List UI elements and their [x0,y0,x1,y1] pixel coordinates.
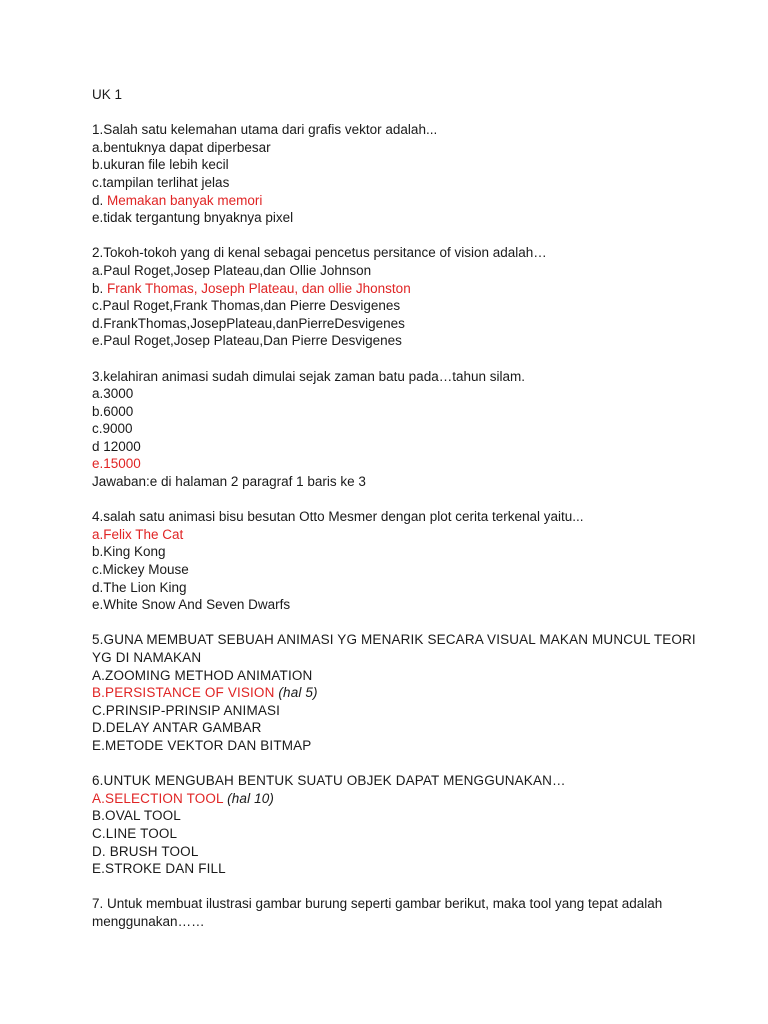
correct-answer: B.PERSISTANCE OF VISION [92,685,275,701]
question-4-option-c: c.Mickey Mouse [92,562,189,578]
question-1-option-d [92,192,712,210]
spacer [92,350,712,368]
question-3-text: 3.kelahiran animasi sudah dimulai sejak zaman batu pada…tahun silam. [92,368,525,384]
question-5-option-a: A.ZOOMING METHOD ANIMATION [92,667,313,683]
question-4-option-e: e.White Snow And Seven Dwarfs [92,597,291,613]
question-1-option-e: e.tidak tergantung bnyaknya pixel [92,210,294,226]
question-3-explanation: Jawaban:e di halaman 2 paragraf 1 baris ke 3 [92,474,366,490]
question-5-option-b [92,684,712,702]
question-3-option-b: b.6000 [92,403,134,419]
page-reference-note: (hal 5) [278,685,318,701]
question-4-option-d: d.The Lion King [92,579,187,595]
option-prefix: d. [92,192,108,208]
question-6-option-d: D. BRUSH TOOL [92,843,199,859]
spacer [92,491,712,509]
question-2-option-e: e.Paul Roget,Josep Plateau,Dan Pierre Desvigenes [92,333,402,349]
document-page [92,86,712,931]
question-6-option-e: E.STROKE DAN FILL [92,861,226,877]
spacer [92,755,712,773]
question-5-option-c: C.PRINSIP-PRINSIP ANIMASI [92,702,281,718]
question-2-option-c: c.Paul Roget,Frank Thomas,dan Pierre Desvigenes [92,298,401,314]
question-5-option-e: E.METODE VEKTOR DAN BITMAP [92,737,312,753]
question-4-text: 4.salah satu animasi bisu besutan Otto Mesmer dengan plot cerita terkenal yaitu... [92,509,584,525]
question-3-option-d: d 12000 [92,438,141,454]
question-2-option-b [92,280,712,298]
question-6-option-c: C.LINE TOOL [92,825,178,841]
page-reference-note: (hal 10) [227,790,275,806]
document-title: UK 1 [92,87,123,102]
question-3-option-e-correct-answer: e.15000 [92,456,141,472]
correct-answer: Memakan banyak memori [107,192,263,208]
correct-answer: Frank Thomas, Joseph Plateau, dan ollie Jhonston [107,280,411,296]
question-4-option-a-correct-answer: a.Felix The Cat [92,526,184,542]
question-3-option-a: a.3000 [92,386,134,402]
spacer [92,614,712,632]
question-6-text: 6.UNTUK MENGUBAH BENTUK SUATU OBJEK DAPAT MENGGUNAKAN… [92,773,566,789]
question-1-option-b: b.ukuran file lebih kecil [92,157,229,173]
option-prefix: b. [92,280,108,296]
question-2-text: 2.Tokoh-tokoh yang di kenal sebagai pencetus persitance of vision adalah… [92,245,547,261]
question-4-option-b: b.King Kong [92,544,166,560]
question-7-text: 7. Untuk membuat ilustrasi gambar burung seperti gambar berikut, maka tool yang tepat adalah menggunakan…… [92,896,663,929]
question-1-option-a: a.bentuknya dapat diperbesar [92,139,271,155]
question-2-option-d: d.FrankThomas,JosepPlateau,danPierreDesvigenes [92,315,405,331]
question-1-text: 1.Salah satu kelemahan utama dari grafis vektor adalah... [92,122,438,138]
question-3-option-c: c.9000 [92,421,133,437]
question-1-option-c: c.tampilan terlihat jelas [92,174,230,190]
question-5-text: 5.GUNA MEMBUAT SEBUAH ANIMASI YG MENARIK SECARA VISUAL MAKAN MUNCUL TEORI YG DI NAMAKAN [92,632,696,665]
question-5-option-d: D.DELAY ANTAR GAMBAR [92,720,262,736]
question-2-option-a: a.Paul Roget,Josep Plateau,dan Ollie Johnson [92,262,372,278]
correct-answer: A.SELECTION TOOL [92,790,224,806]
question-6-option-a [92,790,712,808]
question-6-option-b: B.OVAL TOOL [92,808,181,824]
spacer [92,104,712,122]
spacer [92,227,712,245]
spacer [92,878,712,896]
